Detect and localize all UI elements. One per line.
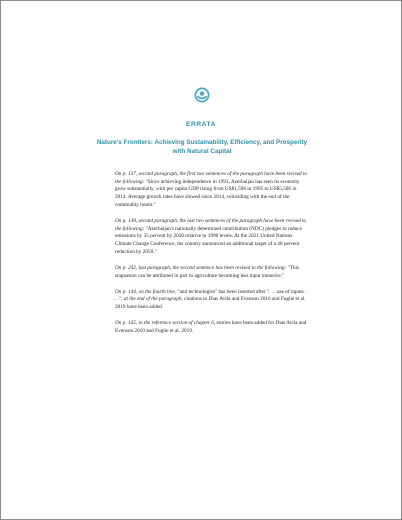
entry-text: "Azerbaijan's nationally determined contribution (NDC) pledges to reduce emissions by 35 percent by 2030 relative to 1990 levels. At the 2021 United Nations Climate Change Conference, the country announced an additional target of a 40 percent reduction by 2050." — [115, 225, 302, 255]
logo-icon — [194, 87, 210, 103]
errata-list — [115, 171, 307, 344]
errata-entry — [115, 265, 307, 280]
errata-entry — [115, 218, 307, 257]
entry-location: On p. 144, on the fourth line, — [115, 288, 177, 295]
entry-text-secondary: citations to Dias Avila and Evenson 2010 and Fuglie et al. 2019 have been added. — [115, 296, 306, 311]
entry-location: On p. 242, last paragraph, the second sentence has been revised to the following: — [115, 264, 287, 271]
entry-location-secondary: at the end of the paragraph, — [123, 296, 183, 303]
entry-location: On p. 137, second paragraph, the first two sentences of the paragraph have been revised to the following: — [115, 171, 307, 185]
errata-entry — [115, 320, 307, 335]
entry-text: "and technologies" has been inserted after ". . . use of inputs . . ."; — [115, 288, 307, 303]
entry-text: "Since achieving independence in 1991, Azerbaijan has seen its economy grow substantially, with per capita GDP rising from US$1,596 in 1995 to US$5,506 in 2014. Average growth rates have slowed since 2014, coinciding with the end of the commodity boom." — [115, 178, 300, 208]
errata-entry — [115, 289, 307, 312]
page-heading: ERRATA — [185, 121, 217, 128]
entry-text: entries have been added for Dias Avila and Evenson 2010 and Fuglie et al. 2019. — [115, 320, 307, 334]
book-title: Nature's Frontiers: Achieving Sustainability, Efficiency, and Prosperity with Natural Capital — [96, 139, 308, 156]
entry-text: "This stagnation can be attributed in part to agriculture becoming less input intensive." — [115, 264, 300, 279]
errata-entry — [115, 171, 307, 210]
entry-location: On p. 138, second paragraph, the last two sentences of the paragraph have been revised to the following: — [115, 217, 307, 232]
entry-location: On p. 165, in the reference section of chapter 6, — [115, 320, 216, 327]
